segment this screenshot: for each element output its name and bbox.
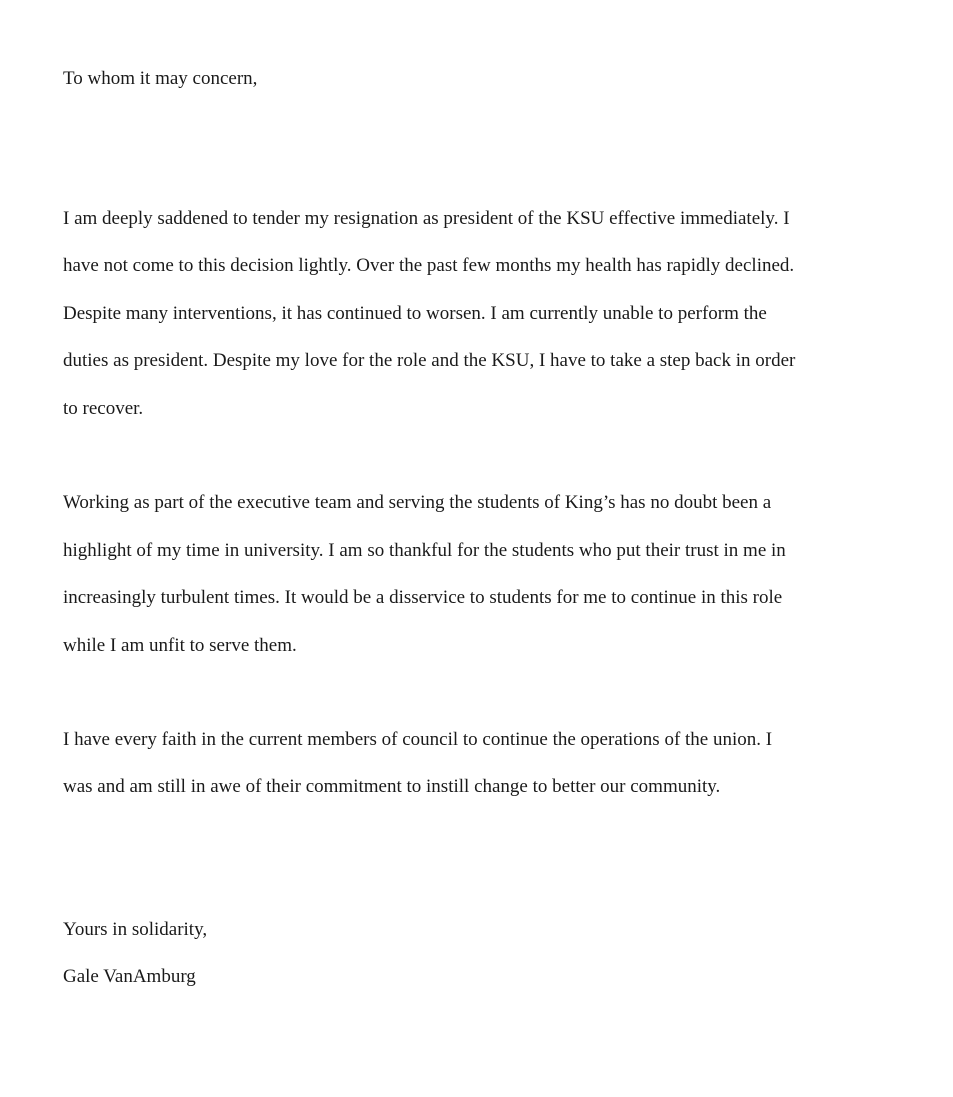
paragraph-3-line-1: I have every faith in the current members of council to continue the operations of the union. I [63,729,773,750]
paragraph-1-line-3: Despite many interventions, it has continued to worsen. I am currently unable to perform the [63,303,767,324]
paragraph-2-line-3: increasingly turbulent times. It would be a disservice to students for me to continue in this role [63,587,783,608]
paragraph-2-line-2: highlight of my time in university. I am so thankful for the students who put their trust in me in [63,540,786,561]
signature-name: Gale VanAmburg [63,966,196,987]
paragraph-1-line-2: have not come to this decision lightly. Over the past few months my health has rapidly declined. [63,255,795,276]
paragraph-2-line-4: while I am unfit to serve them. [63,635,297,656]
closing: Yours in solidarity, [63,919,208,940]
paragraph-1-line-1: I am deeply saddened to tender my resignation as president of the KSU effective immediately. I [63,208,790,229]
paragraph-1-line-5: to recover. [63,398,144,419]
paragraph-2-line-1: Working as part of the executive team and serving the students of King’s has no doubt been a [63,492,772,513]
paragraph-3-line-2: was and am still in awe of their commitment to instill change to better our community. [63,776,721,797]
paragraph-1-line-4: duties as president. Despite my love for the role and the KSU, I have to take a step back in order [63,350,796,371]
salutation: To whom it may concern, [63,68,258,89]
